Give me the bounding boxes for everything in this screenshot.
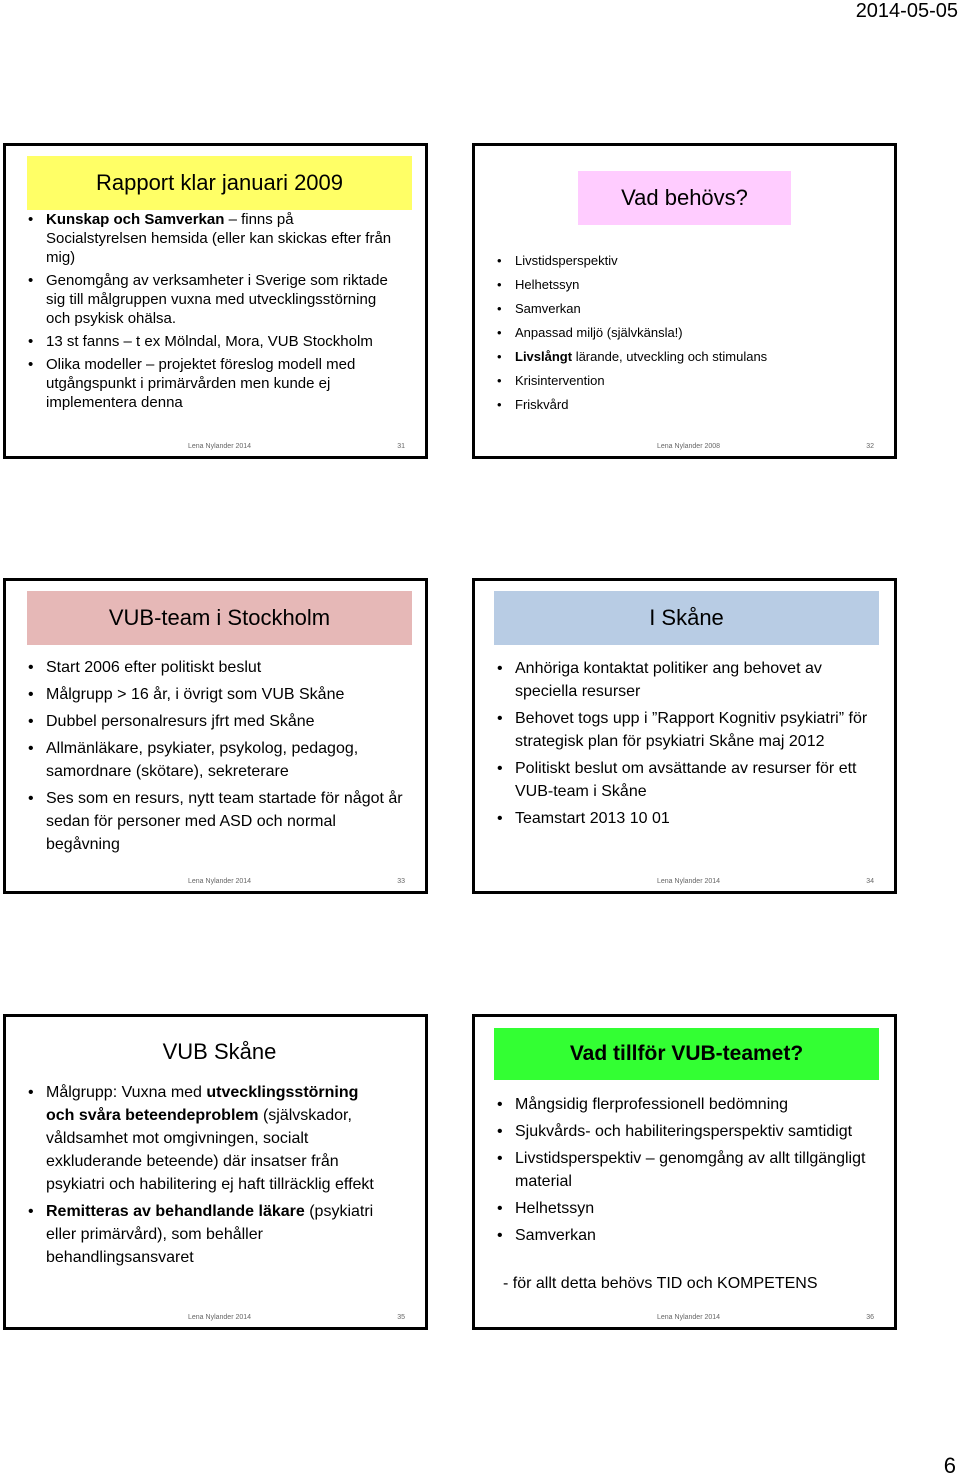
list-item: • Mångsidig flerprofessionell bedömning (497, 1093, 877, 1116)
bullet-list (497, 657, 877, 830)
slide-number: 31 (397, 443, 405, 450)
slide-title: I Skåne (494, 591, 879, 645)
list-item: • Samverkan (497, 297, 877, 321)
bullet-list (28, 210, 398, 412)
footer-author: Lena Nylander 2014 (188, 878, 252, 885)
list-item: • Olika modeller – projektet föreslog modell med utgångspunkt i primärvården men kunde ej implementera denna (28, 355, 398, 412)
list-item: • Behovet togs upp i ”Rapport Kognitiv psykiatri” för strategisk plan för psykiatri Skåne maj 2012 (497, 707, 877, 753)
footer-author: Lena Nylander 2014 (188, 1314, 252, 1321)
slide-title: Rapport klar januari 2009 (27, 156, 412, 210)
slide-number: 32 (866, 443, 874, 450)
list-item: • Målgrupp > 16 år, i övrigt som VUB Skåne (28, 683, 403, 706)
list-item: • 13 st fanns – t ex Mölndal, Mora, VUB Stockholm (28, 332, 398, 351)
footer-author: Lena Nylander 2014 (657, 878, 721, 885)
slide-number: 34 (866, 878, 874, 885)
slide-36 (472, 1014, 897, 1330)
slide-note: - för allt detta behövs TID och KOMPETENS (503, 1275, 818, 1292)
list-item: • Helhetssyn (497, 273, 877, 297)
list-item: • Dubbel personalresurs jfrt med Skåne (28, 710, 403, 733)
slide-title: VUB-team i Stockholm (27, 591, 412, 645)
slide-title: Vad tillför VUB-teamet? (494, 1028, 879, 1080)
list-item: • Anhöriga kontaktat politiker ang behovet av speciella resurser (497, 657, 877, 703)
slide-number: 33 (397, 878, 405, 885)
list-item: • Friskvård (497, 393, 877, 417)
footer-author: Lena Nylander 2008 (657, 443, 721, 450)
list-item: • Målgrupp: Vuxna med utvecklingsstörning och svåra beteendeproblem (självskador, våldsamhet mot omgivningen, socialt exkluderande beteende) där insatser från psykiatri och habilitering ej haft tillräcklig effekt (28, 1081, 388, 1196)
list-item: • Start 2006 efter politiskt beslut (28, 656, 403, 679)
slide-33 (3, 578, 428, 894)
list-item: • Helhetssyn (497, 1197, 877, 1220)
bullet-list (497, 1093, 877, 1247)
list-item: • Livstidsperspektiv (497, 249, 877, 273)
slide-31 (3, 143, 428, 459)
slide-32 (472, 143, 897, 459)
list-item: • Allmänläkare, psykiater, psykolog, pedagog, samordnare (skötare), sekreterare (28, 737, 403, 783)
slide-34 (472, 578, 897, 894)
footer-author: Lena Nylander 2014 (188, 443, 252, 450)
list-item: • Anpassad miljö (självkänsla!) (497, 321, 877, 345)
slide-35 (3, 1014, 428, 1330)
list-item: • Remitteras av behandlande läkare (psykiatri eller primärvård), som behåller behandlingsansvaret (28, 1200, 388, 1269)
list-item: • Teamstart 2013 10 01 (497, 807, 877, 830)
list-item: • Krisintervention (497, 369, 877, 393)
bullet-list (28, 656, 403, 856)
list-item: • Livslångt lärande, utveckling och stimulans (497, 345, 877, 369)
list-item: • Kunskap och Samverkan – finns på Socialstyrelsen hemsida (eller kan skickas efter från mig) (28, 210, 398, 267)
list-item: • Genomgång av verksamheter i Sverige som riktade sig till målgruppen vuxna med utvecklingsstörning och psykisk ohälsa. (28, 271, 398, 328)
slide-number: 36 (866, 1314, 874, 1321)
page-number: 6 (943, 1453, 956, 1478)
list-item: • Samverkan (497, 1224, 877, 1247)
slide-title: VUB Skåne (162, 1039, 277, 1064)
list-item: • Livstidsperspektiv – genomgång av allt tillgängligt material (497, 1147, 877, 1193)
list-item: • Politiskt beslut om avsättande av resurser för ett VUB-team i Skåne (497, 757, 877, 803)
page-date: 2014-05-05 (855, 0, 958, 22)
footer-author: Lena Nylander 2014 (657, 1314, 721, 1321)
slide-title: Vad behövs? (578, 171, 791, 225)
slide-number: 35 (397, 1314, 405, 1321)
list-item: • Sjukvårds- och habiliteringsperspektiv samtidigt (497, 1120, 877, 1143)
bullet-list (28, 1081, 388, 1269)
list-item: • Ses som en resurs, nytt team startade för något år sedan för personer med ASD och normal begåvning (28, 787, 403, 856)
bullet-list (497, 249, 877, 417)
